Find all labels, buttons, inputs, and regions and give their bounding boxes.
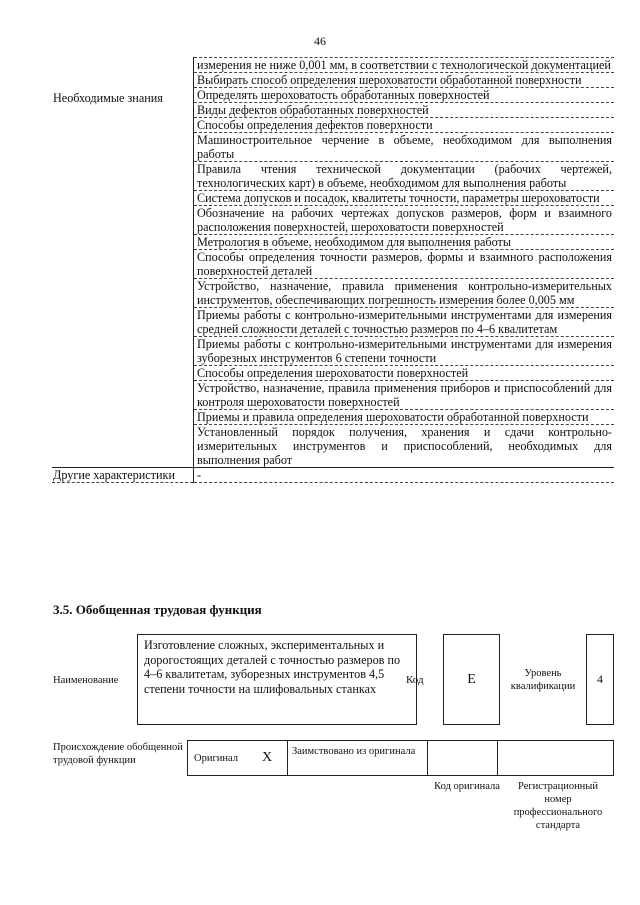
left-cell: [52, 162, 194, 191]
knowledge-item: Определять шероховатость обработанных поверхностей: [194, 88, 615, 103]
other-characteristics-value: -: [194, 468, 615, 483]
original-label: Оригинал: [194, 753, 238, 764]
registration-number-caption: Регистрационный номер профессионального стандарта: [513, 781, 603, 831]
left-cell: [52, 206, 194, 235]
borrowed-cell: [288, 741, 428, 775]
knowledge-item: Выбирать способ определения шероховатости обработанной поверхности: [194, 73, 615, 88]
code-label: Код: [406, 674, 424, 686]
knowledge-row: [52, 206, 614, 235]
section-title: 3.5. Обобщенная трудовая функция: [53, 602, 262, 617]
left-cell: [52, 191, 194, 206]
origin-label: Происхождение обобщенной трудовой функции: [53, 742, 183, 766]
knowledge-row: [52, 337, 614, 366]
knowledge-item: измерения не ниже 0,001 мм, в соответствии с технологической документацией: [194, 58, 615, 73]
left-cell: [52, 425, 194, 468]
knowledge-item: Приемы работы с контрольно-измерительными инструментами для измерения средней сложности деталей с точностью размеров по 4–6 квалитетам: [194, 308, 615, 337]
knowledge-row: [52, 425, 614, 468]
knowledge-item: Метрология в объеме, необходимом для выполнения работы: [194, 235, 615, 250]
knowledge-row: [52, 250, 614, 279]
knowledge-item: Устройство, назначение, правила применения контрольно-измерительных инструментов, обеспечивающих погрешность измерения более 0,005 мм: [194, 279, 615, 308]
left-cell: [52, 410, 194, 425]
knowledge-item: Правила чтения технической документации (рабочих чертежей, технологических карт) в объеме, необходимом для выполнения работы: [194, 162, 615, 191]
knowledge-row: [52, 410, 614, 425]
origin-code-cell: [428, 741, 498, 775]
knowledge-item: Способы определения шероховатости поверхностей: [194, 366, 615, 381]
left-cell: [52, 118, 194, 133]
other-characteristics-row: [52, 468, 614, 483]
knowledge-item: Устройство, назначение, правила применения приборов и приспособлений для контроля шероховатости поверхностей: [194, 381, 615, 410]
function-name-field: Изготовление сложных, экспериментальных и дорогостоящих деталей с точностью размеров по 4–6 квалитетам, зуборезных инструментов 4,5 степени точности на шлифовальных станках: [137, 634, 417, 725]
left-cell: [52, 73, 194, 88]
left-cell: [52, 381, 194, 410]
knowledge-item: Машиностроительное черчение в объеме, необходимом для выполнения работы: [194, 133, 615, 162]
knowledge-item: Система допусков и посадок, квалитеты точности, параметры шероховатости: [194, 191, 615, 206]
qualification-level-field: 4: [586, 634, 614, 725]
left-cell: [52, 235, 194, 250]
knowledge-row: [52, 162, 614, 191]
left-cell: [52, 337, 194, 366]
knowledge-row: [52, 235, 614, 250]
knowledge-item: Обозначение на рабочих чертежах допусков размеров, форм и взаимного расположения поверхностей, шероховатости поверхностей: [194, 206, 615, 235]
left-cell: [52, 366, 194, 381]
knowledge-item: Приемы и правила определения шероховатости обработанной поверхности: [194, 410, 615, 425]
original-cell: [188, 741, 288, 775]
page-number: 46: [314, 34, 326, 48]
knowledge-row: [52, 58, 614, 73]
knowledge-row: [52, 279, 614, 308]
origin-code-caption: Код оригинала: [434, 781, 500, 792]
left-cell: [52, 58, 194, 73]
qualification-level-label: Уровень квалификации: [510, 668, 576, 692]
knowledge-row: [52, 73, 614, 88]
knowledge-item: Способы определения точности размеров, формы и взаимного расположения поверхностей деталей: [194, 250, 615, 279]
knowledge-item: Приемы работы с контрольно-измерительными инструментами для измерения зуборезных инструментов 6 степени точности: [194, 337, 615, 366]
knowledge-row: [52, 191, 614, 206]
knowledge-row: [52, 118, 614, 133]
left-cell: [52, 90, 194, 162]
knowledge-item: Виды дефектов обработанных поверхностей: [194, 103, 615, 118]
knowledge-label: Необходимые знания: [53, 90, 163, 105]
knowledge-row: [52, 366, 614, 381]
original-mark: X: [262, 750, 273, 765]
knowledge-table: [52, 57, 614, 483]
knowledge-row: [52, 308, 614, 337]
registration-number-cell: [498, 741, 613, 775]
knowledge-item: Установленный порядок получения, хранения и сдачи контрольно-измерительных инструментов и приспособлений, необходимых для выполнения работ: [194, 425, 615, 468]
left-cell: [52, 308, 194, 337]
name-label: Наименование: [53, 675, 119, 686]
knowledge-item: Способы определения дефектов поверхности: [194, 118, 615, 133]
borrowed-label: Заимствовано из оригинала: [292, 746, 416, 757]
knowledge-row: [52, 133, 614, 162]
left-cell: [52, 250, 194, 279]
code-field: E: [443, 634, 500, 725]
knowledge-row: [52, 381, 614, 410]
left-cell: [52, 279, 194, 308]
origin-row: [187, 740, 614, 776]
other-characteristics-label: Другие характеристики: [52, 468, 194, 483]
